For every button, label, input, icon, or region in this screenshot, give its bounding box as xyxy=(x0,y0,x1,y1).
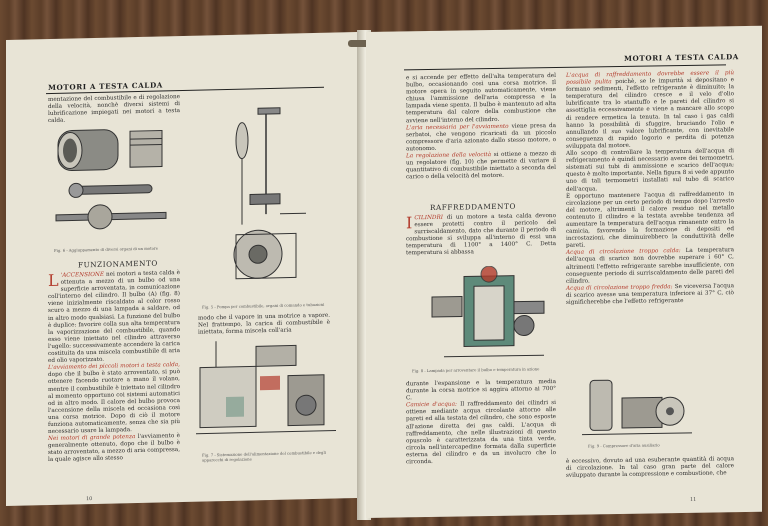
accensione-lead: 'ACCENSIONE xyxy=(60,271,105,279)
camicie-text: Il raffreddamento dei cilindri si ottiene mediante acqua circolante attorno alle pareti ed alla testata del cilindro, che sono esposte all'azione diretta dei gas caldi. L'acqua di raffreddamento, che nelle illustrazioni di questo opuscolo è caratterizzata da una tinta verde, circola nell'intercapedine formata dalla superficie esterna del cilindro e da un involucro che lo circonda. xyxy=(406,400,556,466)
troppo-calda-paragraph xyxy=(566,248,734,286)
left-page-header: MOTORI A TESTA CALDA xyxy=(48,80,163,93)
right-page-number: 11 xyxy=(690,496,697,503)
grandi-paragraph xyxy=(48,433,180,464)
troppo-fredda-text: Se viceversa l'acqua di scarico avesse una temperatura inferiore ai 37° C, ciò significherebbe che l'effetto refrigerante xyxy=(566,283,734,306)
avviamento-paragraph xyxy=(48,362,180,436)
accensione-text: nei motori a testa calda è ottenuta a mezzo di un bulbo od una superficie arroventata, in comunicazione coll'interno del cilindro. Il bulbo (A) (fig. 8) viene inizialmente riscaldato al color rosso scuro a mezzo di una lampada a saldare, od in altro modo qualsiasi. La funzione del bulbo è duplice: favorire colla sua alta temperatura la vaporizzazione del combustibile, quando esso viene iniettato nel cilindro attraverso l'ugello: successivamente accendere la carica costituita da una miscela combustibile di aria ed olio vaporizzato. xyxy=(48,270,180,365)
troppo-fredda-paragraph xyxy=(566,283,734,307)
aria-text: viene presa da serbatoi, che vengono ricaricati da un piccolo compressore d'aria azionato dallo stesso motore, o autonomo. xyxy=(406,122,557,153)
right-page xyxy=(366,26,762,518)
left-page-number: 10 xyxy=(86,496,93,503)
avviamento-lead: L'avviamento dei piccoli motori a testa calda, xyxy=(48,362,180,372)
col2-bottom-paragraph: è eccessivo, dovuto ad una esuberante quantità di acqua di circolazione. In tal caso gran parte del calore sviluppato durante la compressione e combustione, che xyxy=(566,456,734,480)
regolazione-lead: La regolazione della velocità xyxy=(406,152,492,160)
acqua-pulita-lead: L'acqua di raffreddamento dovrebbe essere il più possibile pulita xyxy=(566,70,734,86)
figure-7-fuel-system xyxy=(196,335,336,452)
acqua-pulita-text: poichè, se le impurità si depositano e formano sedimenti, l'effetto refrigerante è diminuito; la temperatura del cilindro cresce e il velo d'olio lubrificante tra lo stantuffo e le pareti del cilindro si assottiglia eccessivamente e viene a mancare allo scopo di rendere ermetica la tenuta. In tal caso i gas caldi hanno la possibilità di sfuggire, bruciando l'olio e annullando il suo valore lubrificante, con inevitabile conseguenza di rapido logorio e perdita di potenza sviluppata dal motore. xyxy=(566,77,734,150)
col1-top-paragraph: e si accende per effetto dell'alta temperatura del bulbo, occasionando così una corsa motrice. Il motore opera in seguito automaticamente, viene chiusa l'ammissione dell'aria compressa e la lampada viene spenta. Il bulbo è mantenuto ad alta temperatura dal calore della combustione che avviene nell'interno del cilindro. xyxy=(406,73,556,124)
aria-lead: L'aria necessaria per l'avviamento xyxy=(406,123,509,132)
figure-9-caption: Fig. 9 - Compressore d'aria ausiliario xyxy=(588,442,660,449)
figure-6-caption: Fig. 6 - Aggiuppamento di diversi organi di un motore xyxy=(54,245,158,253)
left-page xyxy=(6,32,362,506)
figure-9-air-compressor xyxy=(582,375,692,445)
right-column-1-middle xyxy=(406,213,556,258)
figure-5-fuel-pump xyxy=(206,103,316,299)
drop-initial-l: L xyxy=(48,270,59,291)
troppo-fredda-lead: Acqua di circolazione troppo fredda: xyxy=(566,283,673,292)
right-section-heading: RAFFREDDAMENTO xyxy=(430,201,516,212)
left-section-heading: FUNZIONAMENTO xyxy=(78,258,158,270)
grandi-lead: Nei motori di grande potenza xyxy=(48,434,136,443)
circolazione-dopo-arresto-paragraph: È opportuno mantenere l'acqua di raffreddamento in circolazione per un certo periodo di tempo dopo l'arresto del motore, altrimenti il calore residuo nel metallo contenuto il cilindro e la testata avrebbe tendenza ad aumentare la temperatura dell'acqua rimanente entro la camicia, favorendo la formazione di depositi ed incrostazioni, che diminuirebbero la conduttività delle pareti. xyxy=(566,190,734,250)
accensione-paragraph xyxy=(48,270,180,365)
left-col2-paragraph: modo che il vapore in una motrice a vapore. Nel frattempo, la carica di combustibile è iniettata, forma miscela coll'aria xyxy=(198,312,330,336)
figure-8-bulb-lamp xyxy=(424,265,554,371)
aria-paragraph xyxy=(406,123,556,154)
right-column-2-bottom xyxy=(566,456,734,480)
figure-7-caption: Fig. 7 - Sistemazione dell'alimentazione del combustibile e degli apparecchi di regolazione xyxy=(202,449,326,463)
troppo-calda-lead: Acqua di circolazione troppo calda: xyxy=(566,248,681,257)
regolazione-text: si ottiene a mezzo di un regolatore (fig. 10) che permette di variare il quantitativo di combustibile iniettato a seconda del carico o della velocità del motore. xyxy=(406,151,556,181)
right-column-2 xyxy=(566,70,734,307)
right-page-header: MOTORI A TESTA CALDA xyxy=(624,52,739,63)
cilindri-text: di un motore a testa calda devono essere protetti contro il pericolo del surriscaldamento, dato che durante il periodo di combustione si sviluppa all'interno di essi una temperatura di 1100° a 1400° C. Detta temperatura si abbassa xyxy=(406,213,556,257)
camicie-lead: Camicie d'acqua: xyxy=(406,401,457,409)
cilindri-lead: CILINDRI xyxy=(414,214,444,222)
col1-bottom-paragraph: durante l'espansione e la temperatura media durante la corsa motrice si aggira attorno ai 700° C. xyxy=(406,379,556,402)
regolazione-paragraph xyxy=(406,151,556,182)
left-column-1 xyxy=(48,94,180,125)
acqua-pulita-paragraph xyxy=(566,70,734,151)
figure-8-caption: Fig. 8 - Lampada per arroventare il bulbo e temperatura in azione xyxy=(412,366,540,374)
left-column-2 xyxy=(198,313,330,337)
right-header-rule xyxy=(404,64,726,70)
camicie-paragraph xyxy=(406,400,556,466)
grandi-text: l'avviamento è generalmente ottenuto, dopo che il bulbo è stato arroventato, a mezzo di aria compressa, la quale agisce allo stesso xyxy=(48,433,181,464)
right-column-1-bottom xyxy=(406,379,556,466)
left-column-1-body xyxy=(48,270,180,465)
cilindri-paragraph xyxy=(406,213,556,258)
troppo-calda-text: La temperatura dell'acqua di scarico non dovrebbe superare i 60° C, altrimenti l'effetto refrigerante sarebbe insufficiente, con conseguente periodo di surriscaldamento delle pareti del cilindro. xyxy=(566,247,735,285)
avviamento-text: dopo che il bulbo è stato arroventato, si può ottenere facendo ruotare a mano il volano, mentre il combustibile è iniettato nel cilindro al momento opportuno coi sistemi automatici od in altro modo. Il calore del bulbo provoca l'accensione della miscela ed occasiona così una corsa motrice. Dopo di ciò il motore funziona automaticamente, senza che sia più necessario usare la lampada. xyxy=(48,369,180,436)
intro-paragraph: mentazione del combustibile e di regolazione della velocità, nonchè diversi sistemi di lubrificazione impiegati nei motori a testa calda. xyxy=(48,94,180,125)
drop-initial-i: I xyxy=(406,213,413,233)
right-column-1 xyxy=(406,73,556,182)
figure-6-engine-parts xyxy=(50,122,180,249)
termometri-paragraph: Allo scopo di controllare la temperatura dell'acqua di refrigeramento è quindi necessario avere dei termometri, sistemati sui tubi di ammissione e scarico dell'acqua; questo è molto importante. Nella figura 8 si vede appunto uno di tali termometri installati sul tubo di scarico dell'acqua. xyxy=(566,148,734,193)
figure-5-caption: Fig. 5 - Pompa per combustibile, organi di comando e tubazioni xyxy=(202,301,325,310)
